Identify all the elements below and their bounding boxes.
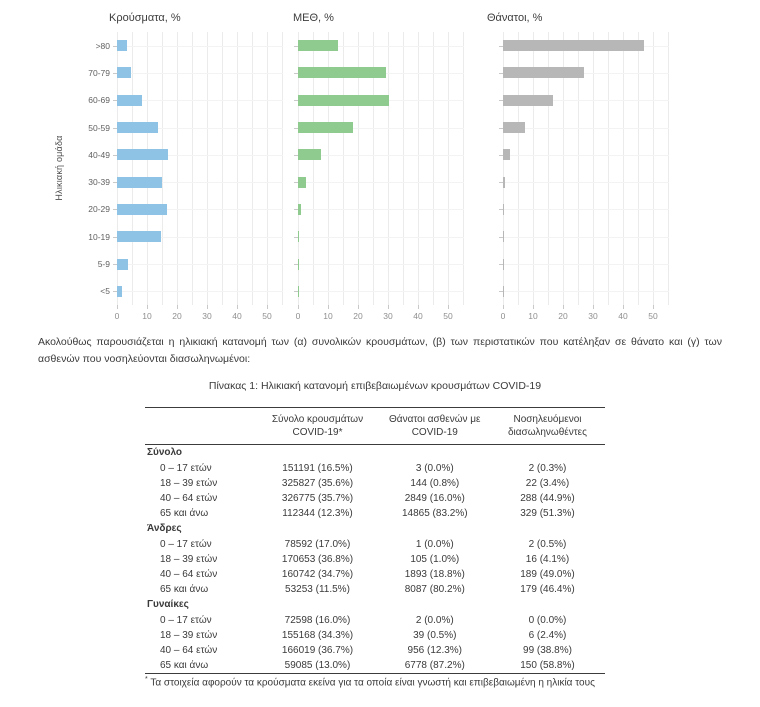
value-cell: 99 (38.8%) [523, 644, 572, 656]
value-cell: 78592 (17.0%) [284, 538, 351, 550]
row-gridline [298, 182, 464, 183]
x-tick-label: 50 [443, 311, 453, 321]
bar [117, 149, 168, 160]
x-tick-mark [533, 305, 534, 309]
age-group-cell: 18 – 39 ετών [160, 629, 218, 641]
x-tick-mark [593, 305, 594, 309]
x-tick-mark [448, 305, 449, 309]
table-row [145, 658, 605, 674]
chart-title: Κρούσματα, % [109, 12, 181, 24]
x-tick-label: 40 [618, 311, 628, 321]
bar [117, 95, 142, 106]
age-tick-label: 60-69 [88, 95, 110, 106]
x-tick-label: 10 [323, 311, 333, 321]
x-tick-mark [503, 305, 504, 309]
chart-plot [500, 32, 669, 321]
column-header: Σύνολο κρουσμάτων COVID-19* [255, 408, 379, 445]
y-axis-label: Ηλικιακή ομάδα [54, 135, 64, 201]
x-tick-mark [298, 305, 299, 309]
row-gridline [503, 182, 669, 183]
row-gridline [117, 73, 283, 74]
age-tick-label: 30-39 [88, 177, 110, 188]
chart-plot [114, 32, 283, 321]
value-cell: 112344 (12.3%) [282, 508, 353, 520]
section-name: Σύνολο [147, 447, 183, 459]
x-tick-mark [117, 305, 118, 309]
section-row [145, 445, 605, 461]
age-tick-label: 40-49 [88, 149, 110, 160]
table-row [145, 506, 605, 521]
table-row [145, 476, 605, 491]
value-cell: 16 (4.1%) [525, 553, 570, 565]
age-group-cell: 40 – 64 ετών [160, 644, 218, 656]
x-tick-label: 30 [383, 311, 393, 321]
bar [117, 67, 131, 78]
row-gridline [117, 291, 283, 292]
value-cell: 288 (44.9%) [520, 493, 575, 505]
value-cell: 39 (0.5%) [413, 629, 457, 641]
bar [503, 259, 504, 270]
bar [298, 67, 386, 78]
table-row [145, 612, 605, 627]
row-gridline [503, 264, 669, 265]
value-cell: 150 (58.8%) [520, 660, 575, 672]
value-cell: 53253 (11.5%) [285, 584, 350, 596]
footnote-asterisk: * [145, 676, 148, 683]
value-cell: 144 (0.8%) [410, 477, 460, 489]
value-cell: 329 (51.3%) [520, 508, 575, 520]
age-group-cell: 40 – 64 ετών [160, 568, 218, 580]
age-group-cell: 65 και άνω [160, 584, 209, 596]
chart-title: ΜΕΘ, % [293, 12, 334, 24]
value-cell: 72598 (16.0%) [284, 614, 351, 626]
bar [503, 149, 510, 160]
age-group-cell: 18 – 39 ετών [160, 477, 218, 489]
bar [298, 95, 389, 106]
x-tick-mark [623, 305, 624, 309]
value-cell: 6 (2.4%) [528, 629, 567, 641]
value-cell: 160742 (34.7%) [281, 568, 354, 580]
row-gridline [503, 155, 669, 156]
bar [503, 95, 553, 106]
row-gridline [503, 128, 669, 129]
bar [298, 122, 353, 133]
x-tick-label: 30 [588, 311, 598, 321]
age-tick-label: 50-59 [88, 122, 110, 133]
value-cell: 155168 (34.3%) [281, 629, 354, 641]
value-cell: 59085 (13.0%) [284, 660, 351, 672]
column-header: Θάνατοι ασθενών με COVID-19 [380, 408, 490, 445]
value-cell: 2849 (16.0%) [404, 493, 465, 505]
x-tick-mark [237, 305, 238, 309]
value-cell: 0 (0.0%) [528, 614, 567, 626]
value-cell: 1 (0.0%) [415, 538, 454, 550]
x-tick-mark [563, 305, 564, 309]
section-row [145, 597, 605, 612]
age-tick-label: 70-79 [88, 67, 110, 78]
table-row [145, 582, 605, 597]
table-row [145, 643, 605, 658]
bar [503, 40, 644, 51]
age-tick-label: 10-19 [88, 231, 110, 242]
row-gridline [503, 291, 669, 292]
value-cell: 105 (1.0%) [410, 553, 460, 565]
charts-area [0, 0, 760, 330]
value-cell: 22 (3.4%) [525, 477, 570, 489]
row-gridline [298, 209, 464, 210]
bar [298, 149, 321, 160]
chart-title: Θάνατοι, % [487, 12, 543, 24]
bar [117, 204, 167, 215]
bar [503, 286, 504, 297]
table-row [145, 491, 605, 506]
age-group-cell: 0 – 17 ετών [160, 614, 212, 626]
row-gridline [298, 155, 464, 156]
intro-paragraph: Ακολούθως παρουσιάζεται η ηλικιακή κατανομή των (α) συνολικών κρουσμάτων, (β) των περιστατικών που κατέληξαν σε θάνατο και (γ) των ασθενών που νοσηλεύονται διασωληνωμένοι: [38, 336, 722, 366]
x-tick-label: 10 [528, 311, 538, 321]
value-cell: 170653 (36.8%) [281, 553, 354, 565]
row-gridline [298, 264, 464, 265]
value-cell: 189 (49.0%) [520, 568, 575, 580]
x-tick-label: 20 [558, 311, 568, 321]
row-gridline [117, 46, 283, 47]
table-row [145, 552, 605, 567]
bar [503, 67, 584, 78]
value-cell: 326775 (35.7%) [281, 493, 354, 505]
row-gridline [503, 209, 669, 210]
x-tick-label: 20 [353, 311, 363, 321]
value-cell: 8087 (80.2%) [404, 584, 465, 596]
bar [117, 122, 158, 133]
row-gridline [117, 264, 283, 265]
table-row [145, 567, 605, 582]
column-header: Νοσηλευόμενοι διασωληνωθέντες [490, 408, 605, 445]
bar [117, 231, 161, 242]
chart-plot [295, 32, 464, 321]
row-gridline [298, 291, 464, 292]
bar [298, 204, 301, 215]
x-tick-mark [177, 305, 178, 309]
x-tick-mark [388, 305, 389, 309]
bar [503, 177, 505, 188]
age-group-cell: 18 – 39 ετών [160, 553, 218, 565]
x-tick-label: 10 [142, 311, 152, 321]
bar [503, 122, 525, 133]
age-group-cell: 0 – 17 ετών [160, 462, 212, 474]
x-tick-label: 30 [202, 311, 212, 321]
x-tick-mark [147, 305, 148, 309]
table-row [145, 537, 605, 552]
value-cell: 179 (46.4%) [520, 584, 575, 596]
table-header [145, 408, 605, 445]
age-group-cell: 40 – 64 ετών [160, 493, 218, 505]
x-tick-label: 50 [262, 311, 272, 321]
value-cell: 151191 (16.5%) [282, 462, 353, 474]
bar [298, 40, 338, 51]
bar [117, 286, 122, 297]
x-tick-label: 0 [500, 311, 506, 321]
section-row [145, 521, 605, 536]
age-tick-label: >80 [95, 40, 110, 51]
age-tick-label: 5-9 [97, 259, 110, 270]
bar [117, 40, 127, 51]
bar [503, 204, 504, 215]
x-tick-mark [207, 305, 208, 309]
table-row [145, 461, 605, 476]
age-group-cell: 65 και άνω [160, 660, 209, 672]
x-tick-label: 0 [114, 311, 120, 321]
value-cell: 166019 (36.7%) [281, 644, 354, 656]
value-cell: 2 (0.3%) [528, 462, 567, 474]
age-tick-label: <5 [100, 286, 110, 297]
column-header [145, 408, 255, 445]
bar [298, 286, 299, 297]
table-row [145, 628, 605, 643]
bar [298, 177, 306, 188]
bar [298, 259, 299, 270]
value-cell: 1893 (18.8%) [404, 568, 465, 580]
x-tick-label: 0 [295, 311, 301, 321]
bar [298, 231, 299, 242]
x-tick-mark [358, 305, 359, 309]
row-gridline [298, 237, 464, 238]
bar [117, 259, 128, 270]
bar [117, 177, 162, 188]
x-tick-label: 40 [413, 311, 423, 321]
footnote-text: Τα στοιχεία αφορούν τα κρούσματα εκείνα για τα οποία είναι γνωστή και επιβεβαιωμένη η ηλικία τους [150, 677, 595, 689]
age-distribution-table [145, 407, 605, 674]
value-cell: 325827 (35.6%) [281, 477, 354, 489]
x-tick-label: 40 [232, 311, 242, 321]
section-name: Άνδρες [147, 523, 182, 535]
x-tick-label: 50 [648, 311, 658, 321]
x-tick-mark [328, 305, 329, 309]
row-gridline [503, 237, 669, 238]
value-cell: 3 (0.0%) [415, 462, 454, 474]
value-cell: 2 (0.0%) [415, 614, 454, 626]
age-group-cell: 0 – 17 ετών [160, 538, 212, 550]
bar [503, 231, 504, 242]
x-tick-label: 20 [172, 311, 182, 321]
value-cell: 2 (0.5%) [528, 538, 567, 550]
x-tick-mark [418, 305, 419, 309]
value-cell: 6778 (87.2%) [404, 660, 465, 672]
value-cell: 14865 (83.2%) [401, 508, 468, 520]
x-tick-mark [267, 305, 268, 309]
table-title: Πίνακας 1: Ηλικιακή κατανομή επιβεβαιωμένων κρουσμάτων COVID-19 [208, 380, 542, 392]
x-tick-mark [653, 305, 654, 309]
section-name: Γυναίκες [147, 599, 189, 611]
value-cell: 956 (12.3%) [407, 644, 463, 656]
age-group-axis [72, 32, 110, 305]
table-body [145, 445, 605, 674]
table-footnote [145, 676, 605, 688]
age-group-cell: 65 και άνω [160, 508, 209, 520]
age-tick-label: 20-29 [88, 204, 110, 215]
